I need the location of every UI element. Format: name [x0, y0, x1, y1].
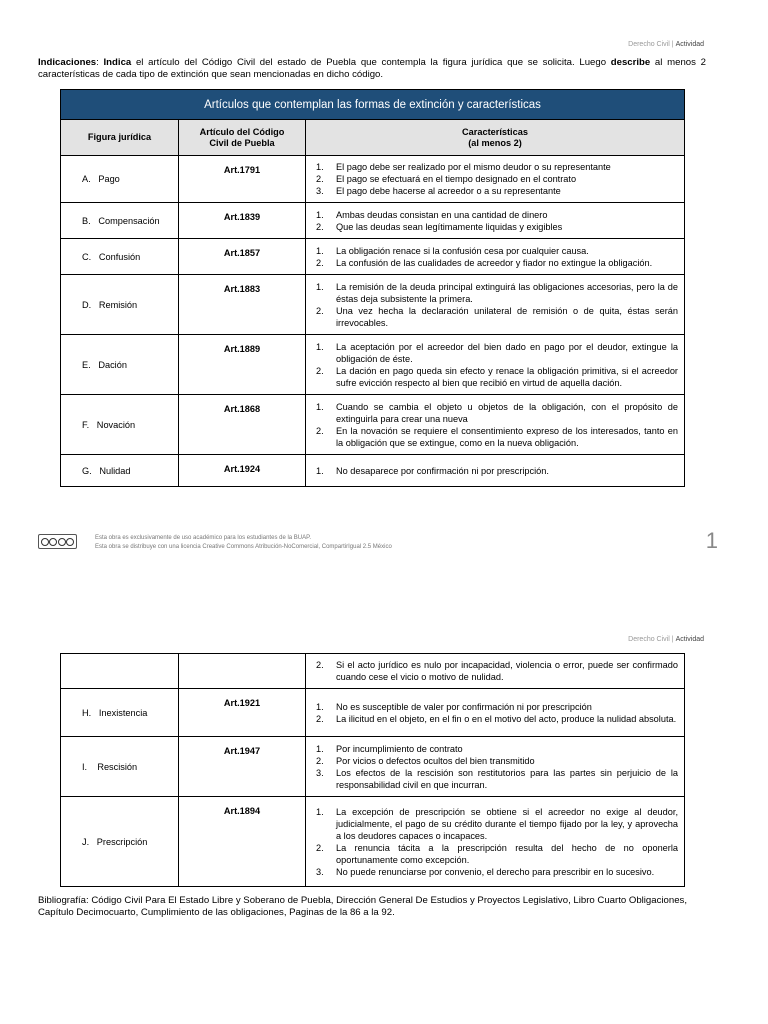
- item-number: 1.: [316, 701, 324, 712]
- item-text: Si el acto jurídico es nulo por incapacidad, violencia o error, puede ser confirmado cuando cese el vicio o motivo de nulidad.: [336, 660, 678, 682]
- article-cell: [179, 689, 306, 737]
- item-text: No puede renunciarse por convenio, el derecho para prescribir en lo sucesivo.: [336, 866, 655, 877]
- table-body: [61, 156, 685, 487]
- item-number: 2.: [316, 755, 324, 766]
- characteristics-list: [312, 401, 678, 449]
- characteristic-item: [312, 257, 678, 269]
- header-course-2: Derecho Civil: [628, 636, 670, 643]
- article-cell: [179, 335, 306, 395]
- col-header-article-line1: Artículo del Código: [199, 126, 285, 137]
- item-text: No es susceptible de valer por confirmación ni por prescripción: [336, 701, 592, 712]
- article-number: Art.1868: [223, 404, 261, 414]
- table-row: [61, 689, 685, 737]
- col-header-figure: Figura jurídica: [61, 120, 179, 156]
- characteristics-cell: [306, 239, 685, 275]
- item-number: 1.: [316, 341, 324, 352]
- characteristic-item: [312, 701, 678, 713]
- item-text: La remisión de la deuda principal extinguirá las obligaciones accesorias, pero la de éstas deja subsistente la primera.: [336, 281, 678, 304]
- characteristic-item: [312, 743, 678, 755]
- item-text: Por vicios o defectos ocultos del bien transmitido: [336, 755, 535, 766]
- article-number: Art.1947: [223, 746, 261, 756]
- cc-icon: [41, 538, 49, 546]
- article-number: Art.1857: [223, 248, 261, 258]
- item-text: Que las deudas sean legítimamente liquidas y exigibles: [336, 221, 563, 232]
- instructions: [38, 57, 706, 80]
- license-line2: Esta obra se distribuye con una licencia Creative Commons Atribución-NoComercial, CompartirIgual 2.5 México: [95, 544, 392, 550]
- item-number: 2.: [316, 305, 324, 316]
- instructions-text2: al menos 2 características de cada tipo de extinción que sean mencionadas en dicho código.: [38, 57, 706, 80]
- bibliography: Bibliografía: Código Civil Para El Estado Libre y Soberano de Puebla, Dirección General De Estudios y Proyectos Legislativo, Libro Cuarto Obligaciones, Capítulo Decimocuarto, Cumplimiento de las obligaciones, Paginas de la 86 a la 92.: [38, 895, 687, 918]
- characteristic-item: [312, 221, 678, 233]
- characteristics-cell: [306, 797, 685, 887]
- characteristics-list: [312, 743, 678, 791]
- characteristic-item: [312, 185, 678, 197]
- characteristic-item: [312, 755, 678, 767]
- instructions-verb-describe: describe: [610, 57, 651, 68]
- item-text: La renuncia tácita a la prescripción resulta del hecho de no oponerla oportunamente como excepción.: [336, 842, 678, 865]
- figure-cell: J. Prescripción: [61, 797, 179, 887]
- characteristics-list: [312, 465, 678, 477]
- article-number: Art.1894: [223, 806, 261, 816]
- article-cell: [179, 455, 306, 487]
- instructions-text1: el artículo del Código Civil del estado de Puebla que contempla la figura jurídica que se solicita. Luego: [131, 57, 611, 68]
- table-row: [61, 203, 685, 239]
- figure-cell: H. Inexistencia: [61, 689, 179, 737]
- header-separator: |: [671, 41, 674, 48]
- characteristics-cell: [306, 335, 685, 395]
- characteristics-cell: [306, 689, 685, 737]
- characteristics-cell: [306, 275, 685, 335]
- extinction-table: [60, 89, 685, 487]
- figure-cell: E. Dación: [61, 335, 179, 395]
- item-number: 3.: [316, 866, 324, 877]
- instructions-label: Indicaciones: [38, 57, 97, 68]
- item-number: 1.: [316, 401, 324, 412]
- page-number: 1: [705, 528, 718, 553]
- characteristic-item: [312, 465, 678, 477]
- table-body-continued: [61, 654, 685, 887]
- creative-commons-logo: [38, 534, 77, 549]
- item-text: El pago se efectuará en el tiempo designado en el contrato: [336, 174, 577, 184]
- figure-cell: B. Compensación: [61, 203, 179, 239]
- table-row: [61, 395, 685, 455]
- characteristic-item: [312, 245, 678, 257]
- item-number: 3.: [316, 767, 324, 778]
- characteristic-item: [312, 173, 678, 185]
- item-text: Ambas deudas consistan en una cantidad de dinero: [336, 209, 548, 220]
- item-number: 2.: [316, 660, 324, 670]
- characteristic-item: [312, 341, 678, 365]
- nc-icon: [58, 538, 66, 546]
- characteristic-item: [312, 305, 678, 329]
- instructions-verb-indica: Indica: [103, 57, 132, 68]
- item-text: Los efectos de la rescisión son restitutorios para las partes sin perjuicio de la responsabilidad civil en que incurran.: [336, 767, 678, 790]
- characteristics-list: [312, 209, 678, 233]
- characteristic-item: [312, 281, 678, 305]
- figure-cell: G. Nulidad: [61, 455, 179, 487]
- characteristics-cell: [306, 737, 685, 797]
- figure-cell: C. Confusión: [61, 239, 179, 275]
- col-header-characteristics: [306, 120, 685, 156]
- characteristics-list: [312, 281, 678, 329]
- license-text: [95, 534, 392, 552]
- item-number: 1.: [316, 743, 324, 754]
- characteristics-list: [312, 806, 678, 878]
- characteristic-item: [312, 713, 678, 725]
- item-text: La ilicitud en el objeto, en el fin o en el motivo del acto, produce la nulidad absoluta.: [336, 713, 677, 724]
- figure-cell: D. Remisión: [61, 275, 179, 335]
- characteristic-item: [312, 866, 678, 878]
- by-icon: [49, 538, 57, 546]
- characteristics-cell: [306, 156, 685, 203]
- item-text: Una vez hecha la declaración unilateral de remisión o de quita, éstas serán irrevocables.: [336, 305, 678, 328]
- article-number: Art.1839: [223, 212, 261, 222]
- characteristics-cell: [306, 395, 685, 455]
- article-number: Art.1791: [223, 165, 261, 175]
- characteristic-item: [312, 209, 678, 221]
- item-number: 2.: [316, 174, 324, 184]
- item-text: La aceptación por el acreedor del bien dado en pago por el deudor, extingue la obligación de éste.: [336, 341, 678, 364]
- figure-cell: F. Novación: [61, 395, 179, 455]
- item-number: 1.: [316, 162, 324, 172]
- col-header-characteristics-line1: Características: [462, 126, 528, 137]
- characteristic-item: [312, 767, 678, 791]
- article-number: Art.1883: [223, 284, 261, 294]
- article-number: Art.1921: [223, 698, 261, 708]
- characteristics-list: [312, 161, 678, 197]
- item-text: El pago debe hacerse al acreedor o a su representante: [336, 186, 561, 196]
- article-cell: [179, 654, 306, 689]
- item-text: La confusión de las cualidades de acreedor y fiador no extingue la obligación.: [336, 257, 653, 268]
- sa-icon: [66, 538, 74, 546]
- instructions-colon: :: [96, 57, 99, 68]
- item-number: 2.: [316, 365, 324, 376]
- article-cell: [179, 156, 306, 203]
- item-number: 2.: [316, 842, 324, 853]
- table-row: [61, 156, 685, 203]
- item-text: La dación en pago queda sin efecto y renace la obligación primitiva, si el acreedor sufre evicción respecto al bien que recibió en virtud de aquella dación.: [336, 365, 678, 388]
- item-text: En la novación se requiere el consentimiento expreso de los interesados, tanto en la obligación que se extingue, como en la nueva obligación.: [336, 425, 678, 448]
- table-row: [61, 654, 685, 689]
- item-text: Cuando se cambia el objeto u objetos de la obligación, con el propósito de extinguirla para crear una nueva: [336, 401, 678, 424]
- article-number: Art.1924: [223, 464, 261, 474]
- table-row: [61, 335, 685, 395]
- page-header: [628, 41, 704, 48]
- item-text: La excepción de prescripción se obtiene si el acreedor no exige al deudor, judicialmente, el pago de su crédito durante el tiempo fijado por la ley, y aprovecha a los deudores capaces o incapaces.: [336, 806, 678, 841]
- item-number: 2.: [316, 713, 324, 724]
- license-line1: Esta obra es exclusivamente de uso académico para los estudiantes de la BUAP.: [95, 535, 312, 541]
- table-row: [61, 455, 685, 487]
- characteristic-item: [312, 161, 678, 173]
- figure-cell: A. Pago: [61, 156, 179, 203]
- col-header-article-line2: Civil de Puebla: [209, 137, 275, 148]
- col-header-characteristics-line2: (al menos 2): [468, 137, 522, 148]
- article-cell: [179, 395, 306, 455]
- col-header-article: [179, 120, 306, 156]
- characteristics-list: [312, 341, 678, 389]
- article-cell: [179, 239, 306, 275]
- header-section-2: Actividad: [675, 636, 704, 643]
- characteristics-cell: [306, 203, 685, 239]
- article-number: Art.1889: [223, 344, 261, 354]
- item-number: 1.: [316, 806, 324, 817]
- characteristic-item: [312, 425, 678, 449]
- item-text: Por incumplimiento de contrato: [336, 743, 463, 754]
- characteristics-cell: [306, 455, 685, 487]
- table-row: [61, 275, 685, 335]
- item-number: 1.: [316, 465, 324, 476]
- header-course: Derecho Civil: [628, 41, 670, 48]
- table-row: [61, 239, 685, 275]
- item-number: 2.: [316, 221, 324, 232]
- item-number: 1.: [316, 281, 324, 292]
- item-text: La obligación renace si la confusión cesa por cualquier causa.: [336, 245, 589, 256]
- page-header-2: [628, 636, 704, 643]
- characteristics-list: [312, 701, 678, 725]
- article-cell: [179, 797, 306, 887]
- article-cell: [179, 275, 306, 335]
- article-cell: [179, 737, 306, 797]
- characteristics-cell: [306, 654, 685, 689]
- item-number: 2.: [316, 257, 324, 268]
- table-row: [61, 737, 685, 797]
- characteristics-list: [312, 245, 678, 269]
- item-number: 1.: [316, 245, 324, 256]
- item-text: No desaparece por confirmación ni por prescripción.: [336, 465, 549, 476]
- table-row: [61, 797, 685, 887]
- item-number: 2.: [316, 425, 324, 436]
- header-section: Actividad: [675, 41, 704, 48]
- article-cell: [179, 203, 306, 239]
- characteristic-item: [312, 842, 678, 866]
- figure-cell: [61, 654, 179, 689]
- extinction-table-continued: [60, 653, 685, 887]
- header-separator-2: |: [671, 636, 674, 643]
- characteristic-item: [312, 659, 678, 683]
- item-number: 1.: [316, 209, 324, 220]
- table-title: Artículos que contemplan las formas de extinción y características: [61, 90, 685, 120]
- characteristic-item: [312, 806, 678, 842]
- item-text: El pago debe ser realizado por el mismo deudor o su representante: [336, 162, 611, 172]
- figure-cell: I. Rescisión: [61, 737, 179, 797]
- item-number: 3.: [316, 186, 324, 196]
- characteristic-item: [312, 401, 678, 425]
- characteristic-item: [312, 365, 678, 389]
- characteristics-list: [312, 659, 678, 683]
